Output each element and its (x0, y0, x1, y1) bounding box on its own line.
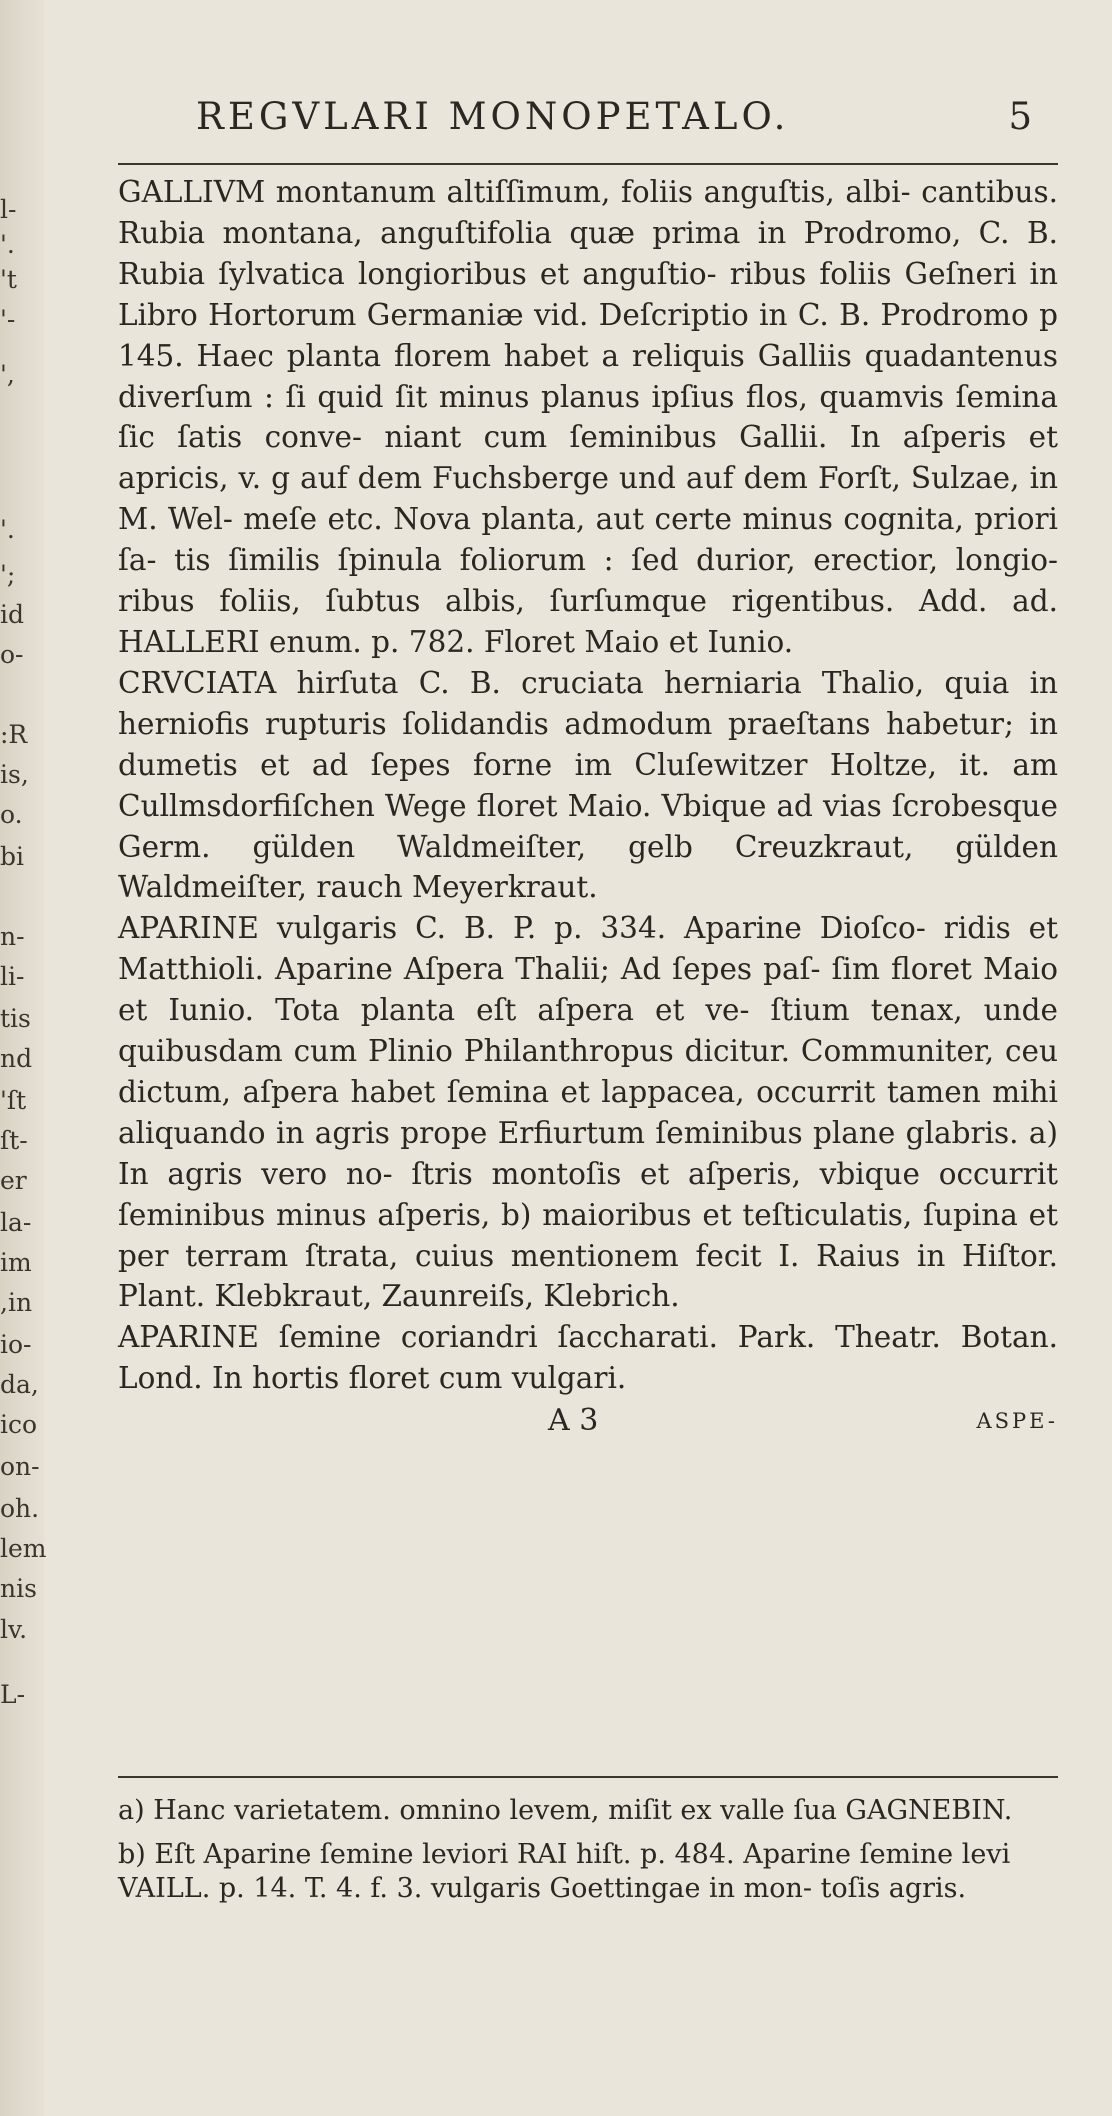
footnotes (118, 1794, 1058, 1916)
gutter-fragment: l- (0, 195, 17, 224)
gutter-fragment: :R (0, 720, 28, 749)
gutter-fragment: on- (0, 1452, 40, 1481)
footnote-a: a) Hanc varietatem. omnino levem, miſit ex valle ſua GAGNEBIN. (118, 1795, 1013, 1826)
gutter-fragment: is, (0, 760, 29, 789)
gutter-fragment: ſt- (0, 1126, 28, 1155)
page-number: 5 (1008, 95, 1036, 138)
entry-gallium: GALLIVM montanum altiſſimum, foliis anguſtis, albi- cantibus. Rubia montana, anguſtifolia quæ prima in Prodromo, C. B. Rubia ſylvatica longioribus et anguſtio- ribus foliis Geſneri in Libro Hortorum Germaniæ vid. Deſcriptio in C. B. Prodromo p 145. Haec planta florem habet a reliquis Galliis quadantenus diverſum : ſi quid ſit minus planus ipſius flos, quamvis ſemina ſic ſatis conve- niant cum ſeminibus Gallii. In aſperis et apricis, v. g auf dem Fuchsberge und auf dem Forſt, Sulzae, in M. Wel- meſe etc. Nova planta, aut certe minus cognita, priori ſa- tis ſimilis ſpinula foliorum : ſed durior, erectior, longio- ribus foliis, ſubtus albis, ſurſumque rigentibus. Add. ad. HALLERI enum. p. 782. Floret Maio et Iunio. (118, 175, 1058, 659)
running-head (196, 95, 1036, 138)
catchword: ASPE- (976, 1409, 1058, 1434)
gutter-fragment: L- (0, 1680, 26, 1709)
running-head-title: REGVLARI MONOPETALO. (196, 95, 790, 138)
gutter-fragment: o- (0, 640, 24, 669)
entry-cruciata: CRVCIATA hirſuta C. B. cruciata herniaria Thalio, quia in herniofis rupturis ſolidandis admodum praeſtans habetur; in dumetis et ad ſepes forne im Cluſewitzer Holtze, it. am Cullmsdorfiſchen Wege floret Maio. Vbique ad vias ſcrobesque Germ. gülden Waldmeiſter, gelb Creuzkraut, gülden Waldmeiſter, rauch Meyerkraut. (118, 665, 1058, 905)
catchline (118, 1401, 1058, 1442)
gutter-fragment: 'ſt (0, 1086, 27, 1115)
gutter-fragment: nis (0, 1574, 37, 1603)
gutter-fragment: '. (0, 515, 15, 544)
gutter-fragment: io- (0, 1330, 32, 1359)
gutter-fragment: er (0, 1166, 27, 1195)
gutter-fragment: ,in (0, 1288, 33, 1317)
gutter-fragment: '- (0, 305, 16, 334)
gutter-fragment: 't (0, 265, 17, 294)
gutter-fragment: tis (0, 1004, 31, 1033)
gutter-fragment: bi (0, 842, 24, 871)
entry-aparine-coriandri: APARINE ſemine coriandri ſaccharati. Park. Theatr. Botan. Lond. In hortis floret cum vulgari. (118, 1320, 1058, 1396)
gutter-fragment: oh. (0, 1494, 40, 1523)
entry-aparine-vulgaris: APARINE vulgaris C. B. P. p. 334. Aparine Dioſco- ridis et Matthioli. Aparine Aſpera Thalii; Ad ſepes paſ- ſim floret Maio et Iunio. Tota planta eſt aſpera et ve- ſtium tenax, unde quibusdam cum Plinio Philanthropus dicitur. Communiter, ceu dictum, aſpera habet ſemina et lappacea, occurrit tamen mihi aliquando in agris prope Erfiurtum ſeminibus plane glabris. a) In agris vero no- ſtris montoſis et aſperis, vbique occurrit ſeminibus minus aſperis, b) maioribus et teſticulatis, ſupina et per terram ſtrata, cuius mentionem fecit I. Raius in Hiſtor. Plant. Klebkraut, Zaunreiſs, Klebrich. (118, 911, 1058, 1314)
footnote-rule (118, 1776, 1058, 1778)
gutter-fragment: id (0, 600, 24, 629)
header-rule (118, 163, 1058, 165)
gutter-fragment: ico (0, 1410, 38, 1439)
gutter-fragment: '. (0, 230, 15, 259)
gutter-fragment: ', (0, 360, 15, 389)
gutter-fragment: lv. (0, 1615, 28, 1644)
footnote-b: b) Eſt Aparine ſemine leviori RAI hiſt. p. 484. Aparine ſemine levi VAILL. p. 14. T. 4. f. 3. vulgaris Goettingae in mon- toſis agris. (118, 1839, 1011, 1904)
gutter-fragment: nd (0, 1044, 33, 1073)
gutter-fragment: la- (0, 1208, 32, 1237)
signature-mark: A 3 (548, 1403, 599, 1439)
gutter-fragment: li- (0, 962, 25, 991)
adjacent-page-fragments (0, 0, 66, 2116)
gutter-fragment: im (0, 1248, 32, 1277)
gutter-fragment: lem (0, 1534, 47, 1563)
gutter-fragment: n- (0, 922, 25, 951)
gutter-fragment: da, (0, 1370, 39, 1399)
main-text (118, 172, 1058, 1442)
gutter-fragment: o. (0, 800, 23, 829)
gutter-fragment: '; (0, 560, 16, 589)
